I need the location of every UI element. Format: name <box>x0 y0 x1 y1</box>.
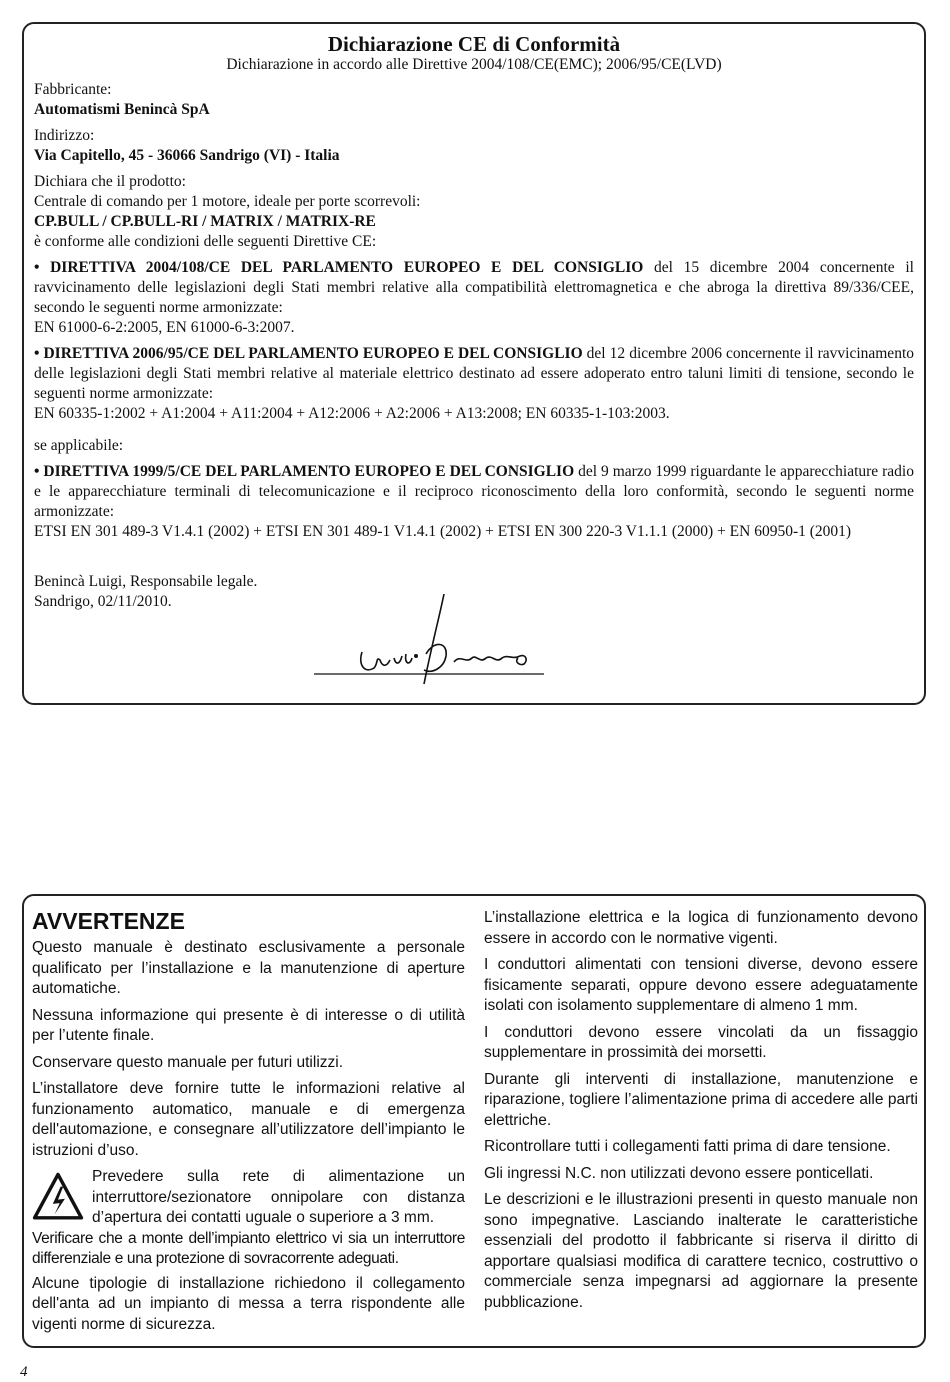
page-number: 4 <box>20 1364 28 1380</box>
warning-paragraph: Nessuna informazione qui presente è di interesse o di utilità per l’utente finale. <box>32 1006 465 1044</box>
if-applicable-text: se applicabile: <box>34 437 124 454</box>
product-models: CP.BULL / CP.BULL-RI / MATRIX / MATRIX-RE <box>34 213 376 230</box>
directive-lvd <box>34 344 914 404</box>
warning-paragraph: L’installazione elettrica e la logica di funzionamento devono essere in accordo con le normative vigenti. <box>484 909 918 947</box>
high-voltage-warning-icon <box>32 1171 84 1223</box>
warnings-title: AVVERTENZE <box>32 908 185 934</box>
warnings-left-column <box>32 908 465 1341</box>
address-value: Via Capitello, 45 - 36066 Sandrigo (VI) - Italia <box>34 147 340 164</box>
declaration-subtitle: Dichiarazione in accordo alle Direttive 2004/108/CE(EMC); 2006/95/CE(LVD) <box>226 56 722 73</box>
product-description: Centrale di comando per 1 motore, ideale per porte scorrevoli: <box>34 193 421 210</box>
warning-paragraph: Le descrizioni e le illustrazioni presenti in questo manuale non sono impegnative. Lasciando inalterate le caratteristiche essenziali del prodotto il fabbricante si riserva il diritto di apportare qualsiasi modifica di carattere tecnico, costruttivo o commerciale senza impegnarsi ad aggiornare la presente pubblicazione. <box>484 1191 918 1311</box>
electrical-warning-block <box>32 1167 465 1270</box>
directive-emc-text: del 15 dicembre 2004 concernente il ravvicinamento delle legislazioni degli Stati membri relative alla compatibilità elettromagnetica e che abroga la direttiva 89/336/CEE, secondo le seguenti norme armonizzate: <box>34 259 914 316</box>
directive-emc-title: • DIRETTIVA 2004/108/CE DEL PARLAMENTO EUROPEO E DEL CONSIGLIO <box>34 259 644 276</box>
warning-paragraph: Gli ingressi N.C. non utilizzati devono essere ponticellati. <box>484 1164 874 1182</box>
declares-text: Dichiara che il prodotto: <box>34 173 186 190</box>
warning-paragraph: I conduttori devono essere vincolati da un fissaggio supplementare in prossimità dei morsetti. <box>484 1023 918 1061</box>
directive-lvd-title: • DIRETTIVA 2006/95/CE DEL PARLAMENTO EUROPEO E DEL CONSIGLIO <box>34 345 583 362</box>
earthing-warning: Alcune tipologie di installazione richiedono il collegamento dell'anta ad un impianto di messa a terra rispondente alle vigenti norme di sicurezza. <box>32 1274 465 1333</box>
warning-paragraph: I conduttori alimentati con tensioni diverse, devono essere fisicamente separati, oppure devono essere adeguatamente isolati con isolamento supplementare di almeno 1 mm. <box>484 956 918 1014</box>
warning-paragraph: Ricontrollare tutti i collegamenti fatti prima di dare tensione. <box>484 1138 891 1155</box>
directive-emc-norms: EN 61000-6-2:2005, EN 61000-6-3:2007. <box>34 319 295 336</box>
directive-rtte-text: del 9 marzo 1999 riguardante le apparecchiature radio e le apparecchiature terminali di telecomunicazione e il reciproco riconoscimento della loro conformità, secondo le seguenti norme armonizzate: <box>34 463 914 520</box>
warning-paragraph: Durante gli interventi di installazione, manutenzione e riparazione, togliere l’alimentazione prima di accedere alle parti elettriche. <box>484 1070 918 1129</box>
directive-rtte-norms: ETSI EN 301 489-3 V1.4.1 (2002) + ETSI EN 301 489-1 V1.4.1 (2002) + ETSI EN 300 220-3 V1.1.1 (2000) + EN 60950-1 (2001) <box>34 523 852 540</box>
warnings-box <box>22 894 926 1348</box>
declaration-box <box>22 22 926 705</box>
directive-lvd-norms: EN 60335-1:2002 + A1:2004 + A11:2004 + A12:2006 + A2:2006 + A13:2008; EN 60335-1-103:2003. <box>34 405 670 422</box>
warning-paragraph: Conservare questo manuale per futuri utilizzi. <box>32 1053 344 1071</box>
declaration-body <box>34 32 914 612</box>
warning-paragraph: L’installatore deve fornire tutte le informazioni relative al funzionamento automatico, manuale e di emergenza dell'automazione, e consegnare all’utilizzatore dell’impianto le istruzioni d’uso. <box>32 1080 465 1159</box>
place-date: Sandrigo, 02/11/2010. <box>34 593 172 610</box>
manufacturer-name: Automatismi Benincà SpA <box>34 101 210 118</box>
declaration-title: Dichiarazione CE di Conformità <box>327 32 621 56</box>
conforms-text: è conforme alle condizioni delle seguenti Direttive CE: <box>34 233 377 250</box>
warnings-right-column <box>484 908 918 1319</box>
address-label: Indirizzo: <box>34 127 95 144</box>
manufacturer-label: Fabbricante: <box>34 81 112 98</box>
differential-switch-warning: Verificare che a monte dell’impianto elettrico vi sia un interruttore differenziale e una protezione di sovracorrente adeguati. <box>32 1229 465 1267</box>
directive-lvd-text: del 12 dicembre 2006 concernente il ravvicinamento delle legislazioni degli Stati membri relative al materiale elettrico destinato ad essere adoperato entro taluni limiti di tensione, secondo le seguenti norme armonizzate: <box>34 345 914 402</box>
directive-rtte <box>34 462 914 522</box>
directive-emc <box>34 258 914 318</box>
directive-rtte-title: • DIRETTIVA 1999/5/CE DEL PARLAMENTO EUROPEO E DEL CONSIGLIO <box>34 463 575 480</box>
disconnector-warning: Prevedere sulla rete di alimentazione un interruttore/sezionatore onnipolare con distanza d’apertura dei contatti uguale o superiore a 3 mm. <box>92 1168 465 1226</box>
signatory-name: Benincà Luigi, Responsabile legale. <box>34 573 258 590</box>
signature <box>314 594 554 704</box>
warning-paragraph: Questo manuale è destinato esclusivamente a personale qualificato per l’installazione e la manutenzione di aperture automatiche. <box>32 939 465 997</box>
